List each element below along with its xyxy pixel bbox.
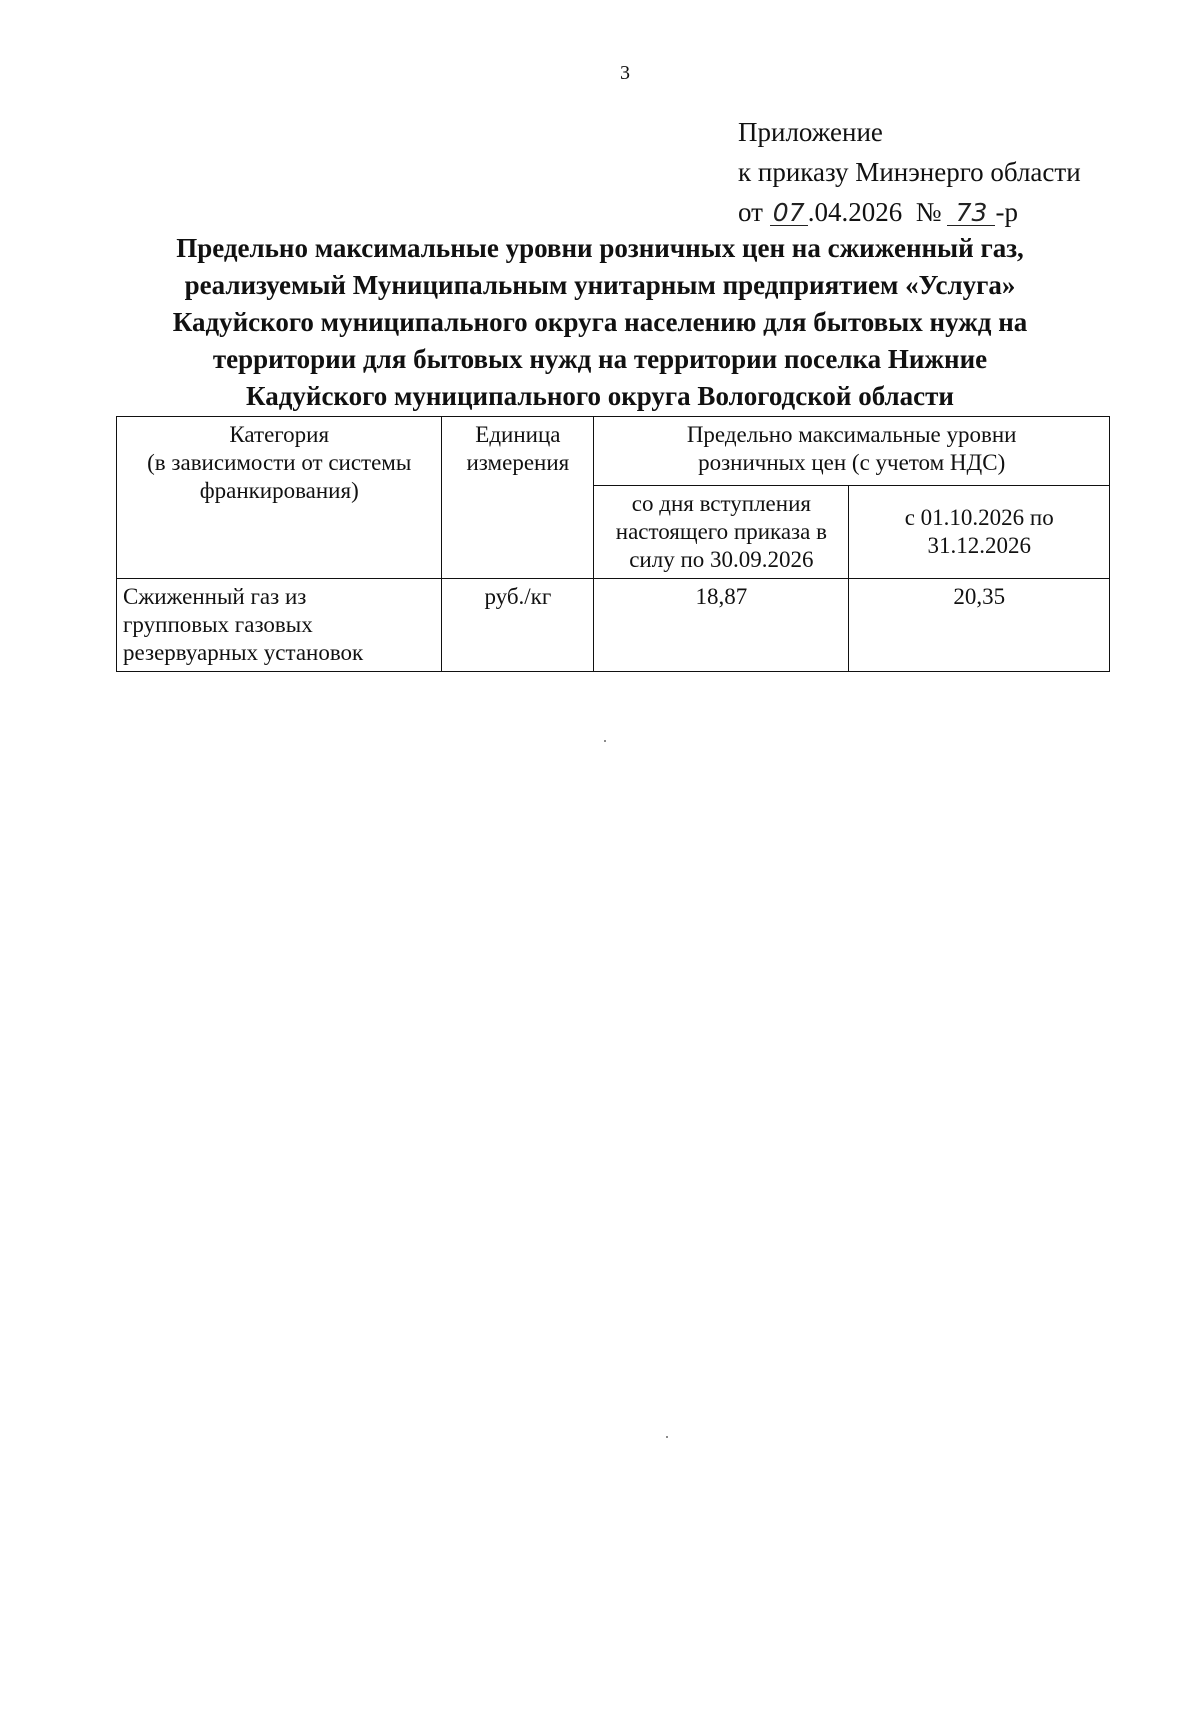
table-row (117, 579, 1110, 672)
header-unit: Единица измерения (442, 417, 594, 579)
title-line: реализуемый Муниципальным унитарным предприятием «Услуга» (184, 270, 1016, 300)
number-sign: № (915, 197, 942, 227)
appendix-block (738, 112, 1081, 232)
cell-price-period-2: 20,35 (849, 579, 1110, 672)
title-line: Кадуйского муниципального округа Вологодской области (246, 381, 954, 411)
header-price-group: Предельно максимальные уровни розничных цен (с учетом НДС) (594, 417, 1110, 486)
cell-unit: руб./кг (442, 579, 594, 672)
scan-speck (666, 1436, 668, 1438)
price-table (116, 416, 1110, 672)
header-period-1: со дня вступления настоящего приказа в силу по 30.09.2026 (594, 486, 849, 579)
cell-price-period-1: 18,87 (594, 579, 849, 672)
scan-speck (604, 740, 606, 742)
handwritten-order-number: 73 (947, 201, 995, 226)
table-header-row (117, 417, 1110, 486)
cell-category: Сжиженный газ из групповых газовых резервуарных установок (117, 579, 442, 672)
handwritten-day: 07 (770, 201, 808, 226)
appendix-order-reference: к приказу Минэнерго области (738, 157, 1081, 187)
title-line: Предельно максимальные уровни розничных цен на сжиженный газ, (176, 233, 1024, 263)
title-line: Кадуйского муниципального округа населению для бытовых нужд на (172, 307, 1028, 337)
header-period-2: с 01.10.2026 по 31.12.2026 (849, 486, 1110, 579)
page-number: 3 (620, 62, 630, 84)
header-category: Категория (в зависимости от системы франкирования) (117, 417, 442, 579)
title-line: территории для бытовых нужд на территории поселка Нижние (212, 344, 988, 374)
date-rest: .04.2026 (807, 197, 903, 227)
appendix-date-line (738, 192, 1081, 232)
document-title (100, 230, 1100, 415)
appendix-title: Приложение (738, 117, 883, 147)
date-prefix: от (738, 197, 763, 227)
number-suffix: -р (995, 197, 1018, 227)
